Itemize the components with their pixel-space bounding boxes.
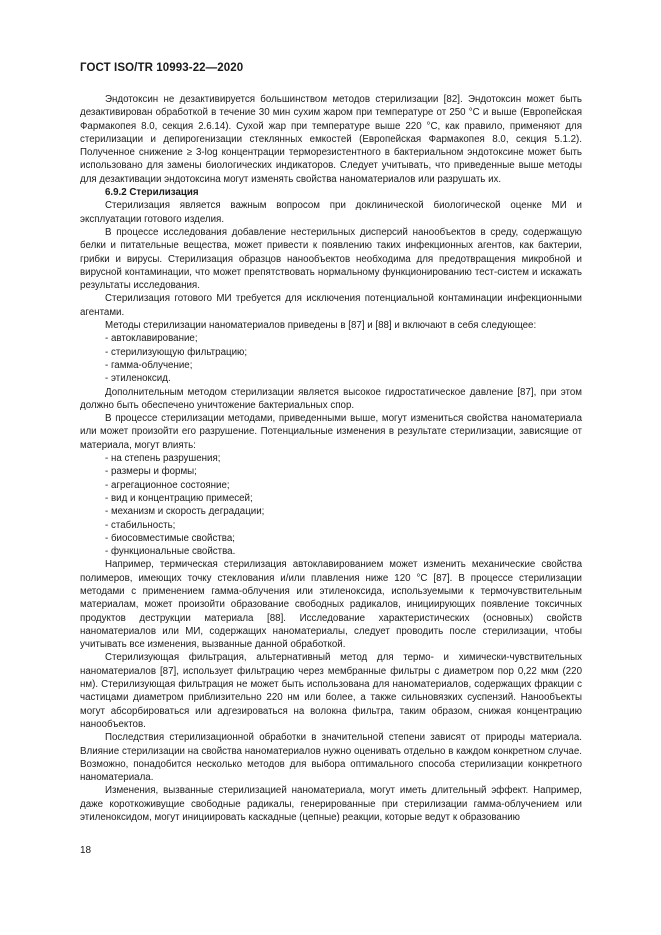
paragraph: Методы стерилизации наноматериалов приведены в [87] и [88] и включают в себя следующее: <box>105 320 537 332</box>
list-item: - размеры и формы; <box>80 465 582 478</box>
list-item: - функциональные свойства. <box>80 545 582 558</box>
list-item: - механизм и скорость деградации; <box>80 505 582 518</box>
list-item: - гамма-облучение; <box>80 359 582 372</box>
document-body <box>80 93 582 824</box>
sterilization-methods-list <box>80 332 582 385</box>
list-item: - стабильность; <box>80 519 582 532</box>
paragraph: В процессе исследования добавление нестерильных дисперсий нанообъектов в среду, содержащую белки и питательные вещества, может привести к появлению таких инфекционных агентов, как бактерии, грибки и вирусы. Стерилизация образцов нанообъектов необходима для предотвращения микробной и вирусной контаминации, что может препятствовать нормальному функционированию тест-систем и искажать результаты исследования. <box>80 226 582 292</box>
list-item: - агрегационное состояние; <box>80 479 582 492</box>
sterilization-effects-list <box>80 452 582 558</box>
paragraph: Стерилизация готового МИ требуется для исключения потенциальной контаминации инфекционными агентами. <box>80 293 582 318</box>
paragraph: Дополнительным методом стерилизации является высокое гидростатическое давление [87], при этом должно быть обеспечено уничтожение бактериальных спор. <box>80 386 582 411</box>
paragraph: В процессе стерилизации методами, приведенными выше, могут измениться свойства наноматериала или может произойти его разрушение. Потенциальные изменения в результате стерилизации, зависящие от материала, могут влиять: <box>80 413 582 451</box>
paragraph: Изменения, вызванные стерилизацией наноматериала, могут иметь длительный эффект. Например, даже короткоживущие свободные радикалы, генерированные при стерилизации гамма-облучением или этиленоксидом, могут инициировать каскадные (цепные) реакции, которые ведут к образованию <box>80 785 582 824</box>
page-number: 18 <box>80 845 92 856</box>
document-header: ГОСТ ISO/TR 10993-22—2020 <box>80 62 244 74</box>
list-item: - стерилизующую фильтрацию; <box>80 346 582 359</box>
list-item: - этиленоксид. <box>80 372 582 385</box>
paragraph: Эндотоксин не дезактивируется большинством методов стерилизации [82]. Эндотоксин может быть дезактивирован обработкой в течение 30 мин сухим жаром при температуре от 250 °С и выше (Европейская Фармакопея 8.0, секция 2.6.14). Сухой жар при температуре выше 220 °С, как правило, применяют для стерилизации и депирогенизации стеклянных емкостей (Европейская Фармакопея 8.0, секция 5.1.2). Полученное снижение ≥ 3-log концентрации терморезистентного в бактериальном эндотоксине может быть использовано для замены биологических индикаторов. Следует учитывать, что приведенные выше методы для дезактивации эндотоксина могут изменять свойства наноматериалов или разрушать их. <box>80 94 582 185</box>
paragraph: Стерилизация является важным вопросом при доклинической биологической оценке МИ и эксплуатации готового изделия. <box>80 200 582 225</box>
list-item: - на степень разрушения; <box>80 452 582 465</box>
paragraph: Последствия стерилизационной обработки в значительной степени зависят от природы материала. Влияние стерилизации на свойства наноматериалов нужно оценивать отдельно в каждом конкретном случае. Возможно, понадобится несколько методов для выбора оптимального способа стерилизации конкретного наноматериала. <box>80 732 582 784</box>
list-item: - автоклавирование; <box>80 332 582 345</box>
paragraph: Стерилизующая фильтрация, альтернативный метод для термо- и химически-чувствительных наноматериалов [87], использует фильтрацию через мембранные фильтры с диаметром пор 0,22 мкм (220 нм). Стерилизующая фильтрация не может быть использована для наноматериалов, содержащих фракции с частицами диаметром приблизительно 220 нм или более, а также сильновязких суспензий. Нанообъекты могут абсорбироваться или адгезироваться на волокна фильтра, таким образом, снижая концентрацию нанообъектов. <box>80 652 582 730</box>
list-item: - вид и концентрацию примесей; <box>80 492 582 505</box>
list-item: - биосовместимые свойства; <box>80 532 582 545</box>
paragraph: Например, термическая стерилизация автоклавированием может изменить механические свойства полимеров, имеющих точку стеклования и/или плавления ниже 120 °С [87]. В процессе стерилизации методами с применением гамма-облучения или этиленоксида, используемыми к термочувствительным материалам, может произойти образование свободных радикалов, инициирующих появление токсичных продуктов деструкции материала [88]. Исследование характеристических (основных) свойств наноматериалов или МИ, содержащих наноматериалы, следует проводить после стерилизации, чтобы учитывать все изменения, вызванные данной обработкой. <box>80 559 582 651</box>
section-heading: 6.9.2 Стерилизация <box>105 187 199 199</box>
